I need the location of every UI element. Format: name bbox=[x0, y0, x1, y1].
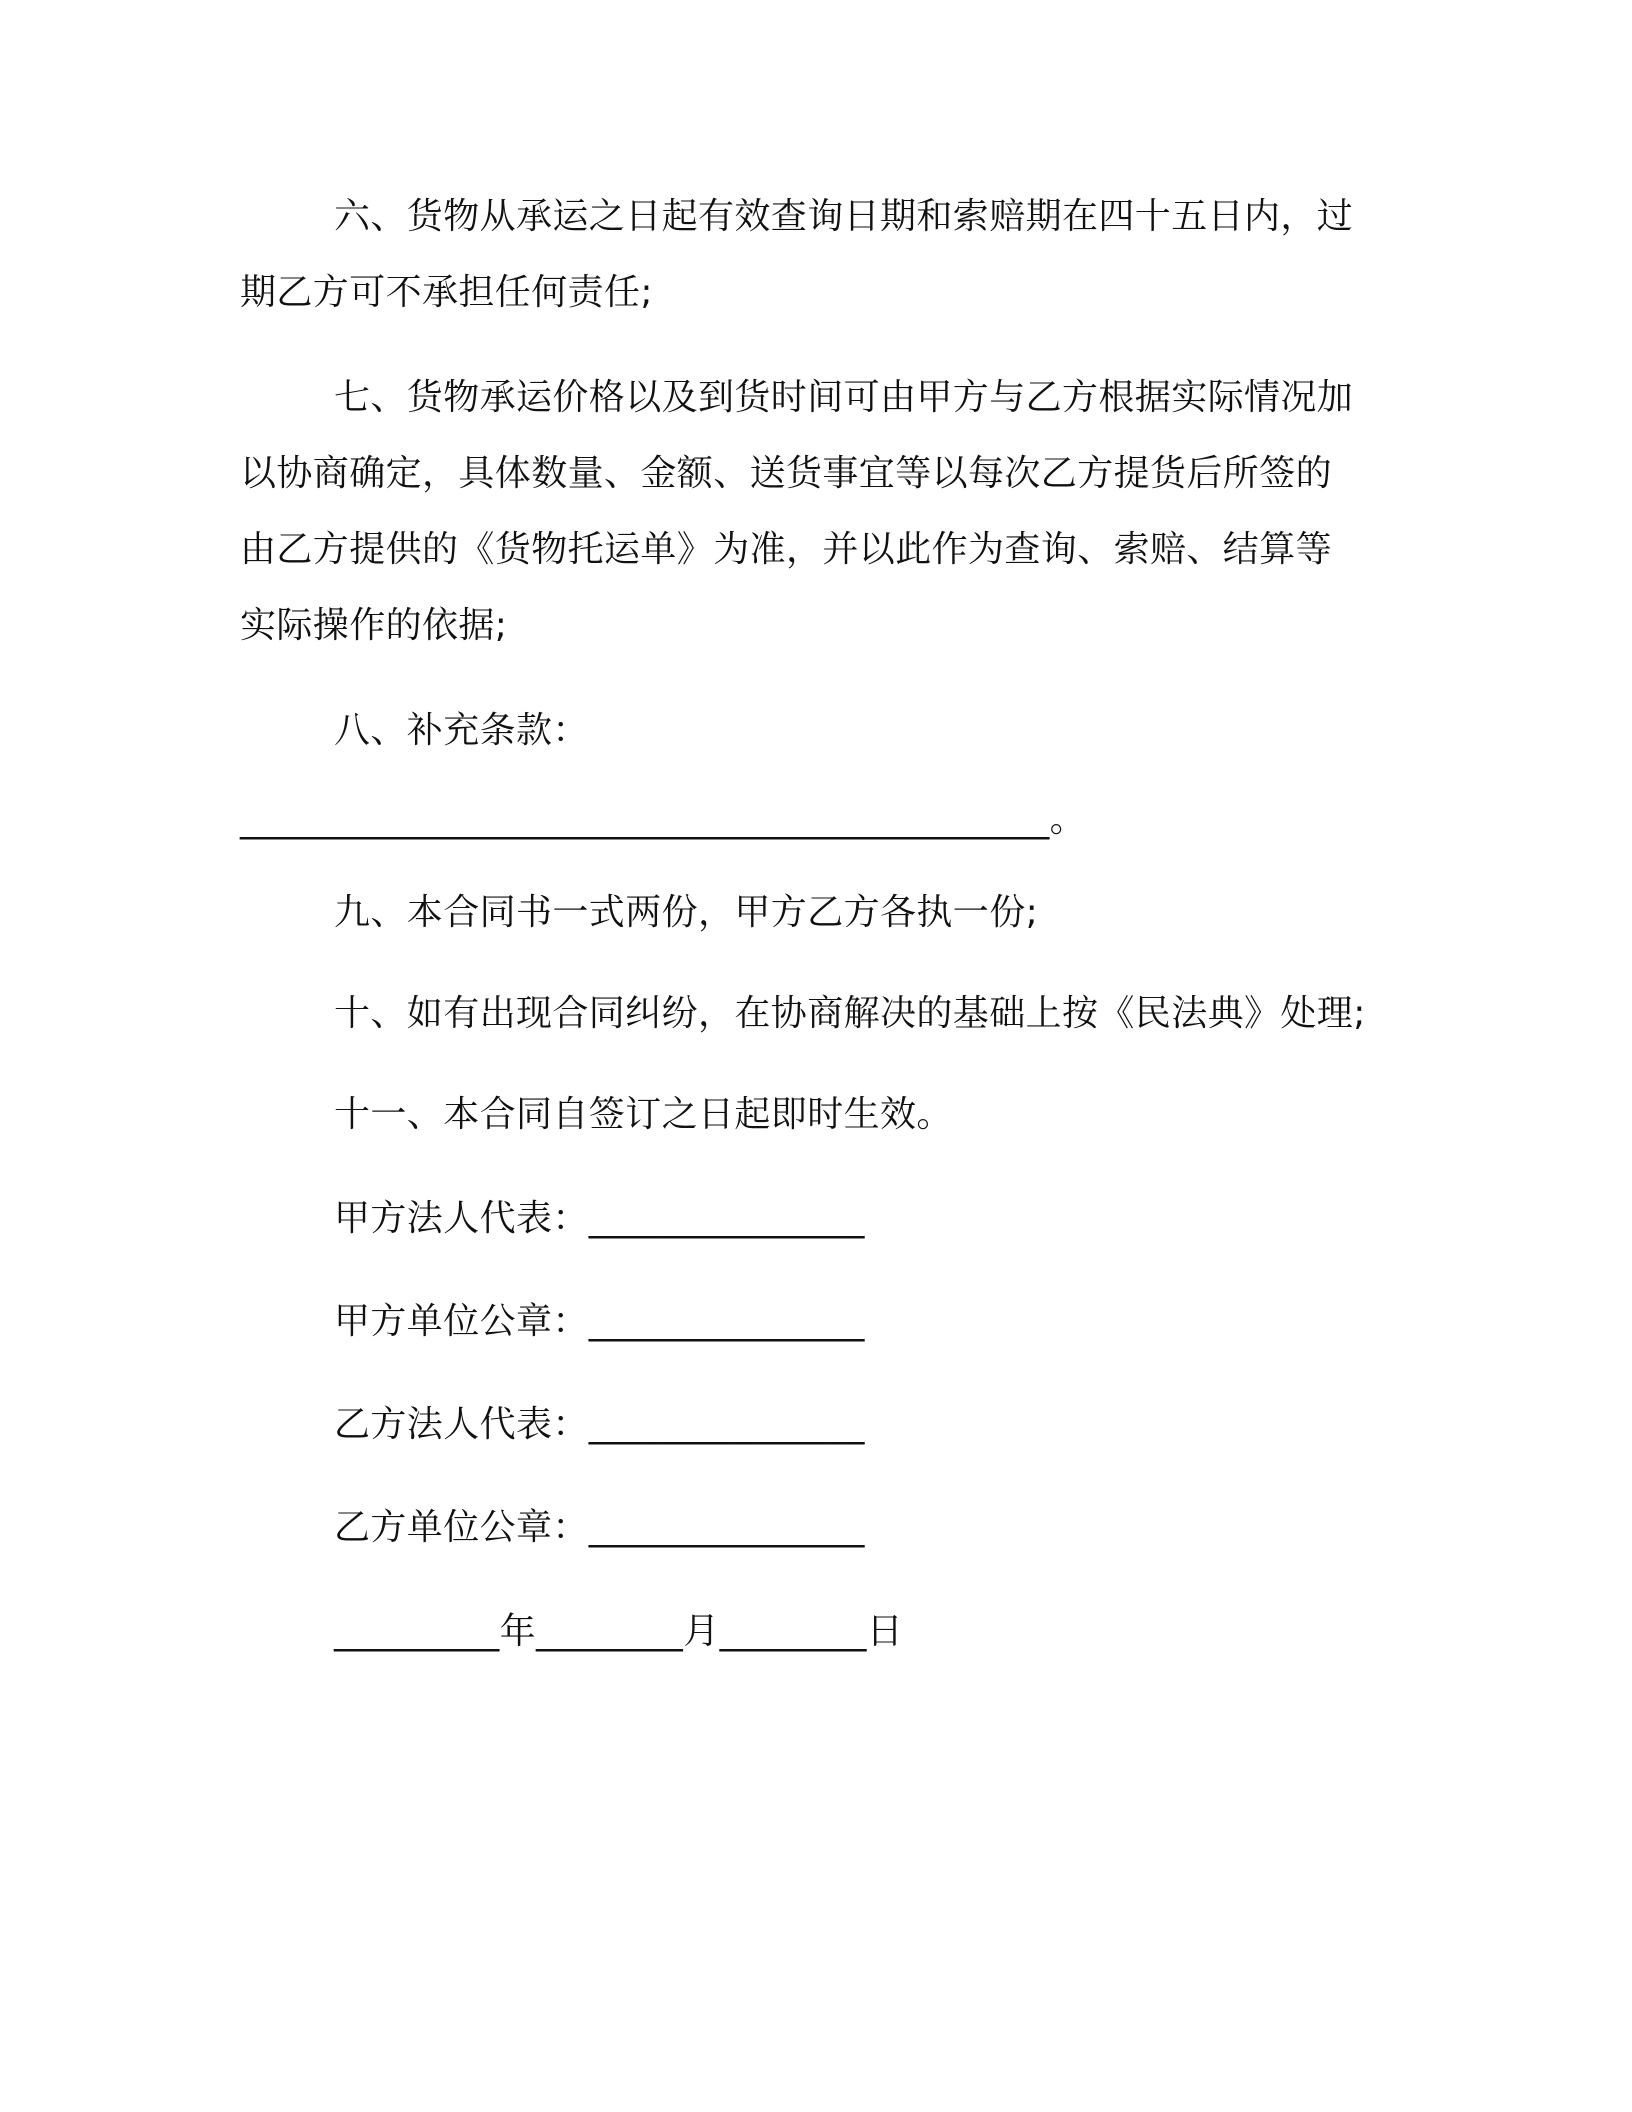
clause-7-line-1: 七、货物承运价格以及到货时间可由甲方与乙方根据实际情况加 bbox=[334, 377, 1354, 418]
clause-6-line-1: 六、货物从承运之日起有效查询日期和索赔期在四十五日内，过 bbox=[334, 196, 1354, 237]
clause-8-heading: 八、补充条款： bbox=[334, 710, 589, 751]
clause-10: 十、如有出现合同纠纷，在协商解决的基础上按《民法典》处理; bbox=[334, 993, 1366, 1034]
clause-7-line-4: 实际操作的依据; bbox=[240, 605, 508, 646]
clause-8-blank-line: ____________________________________________。 bbox=[240, 799, 1086, 840]
party-a-seal-line: 甲方单位公章：_______________ bbox=[334, 1301, 865, 1342]
clause-6-line-2: 期乙方可不承担任何责任; bbox=[240, 272, 653, 313]
party-a-representative-line: 甲方法人代表：_______________ bbox=[334, 1198, 865, 1239]
clause-7-line-2: 以协商确定，具体数量、金额、送货事宜等以每次乙方提货后所签的 bbox=[240, 453, 1333, 494]
clause-7-line-3: 由乙方提供的《货物托运单》为准，并以此作为查询、索赔、结算等 bbox=[240, 529, 1333, 570]
clause-9: 九、本合同书一式两份，甲方乙方各执一份; bbox=[334, 892, 1039, 933]
party-b-seal-line: 乙方单位公章：_______________ bbox=[334, 1507, 865, 1548]
clause-11: 十一、本合同自签订之日起即时生效。 bbox=[334, 1094, 953, 1135]
party-b-representative-line: 乙方法人代表：_______________ bbox=[334, 1404, 865, 1445]
date-line: _________年________月________日 bbox=[334, 1611, 904, 1652]
